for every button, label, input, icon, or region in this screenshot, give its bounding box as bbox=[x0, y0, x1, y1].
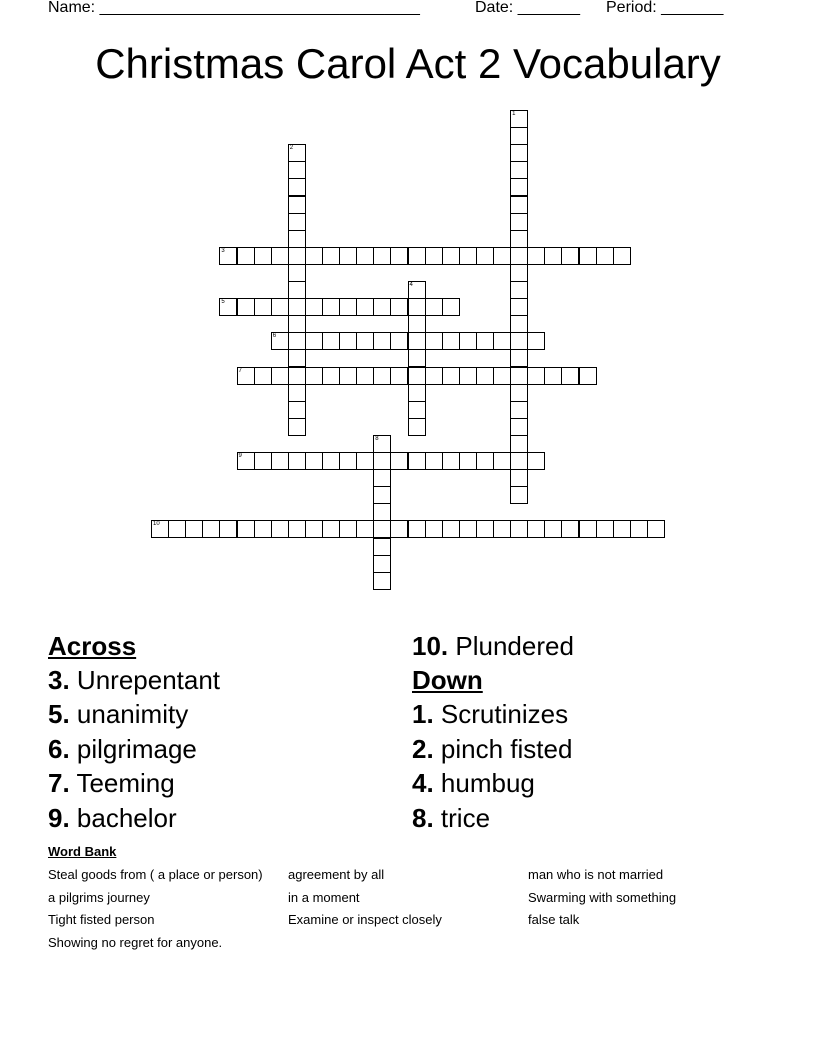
clue-number: 9. bbox=[48, 802, 70, 833]
crossword-cell[interactable] bbox=[254, 247, 272, 265]
crossword-cell[interactable] bbox=[408, 332, 426, 350]
crossword-cell[interactable] bbox=[408, 247, 426, 265]
crossword-cell[interactable] bbox=[322, 298, 340, 316]
crossword-cell[interactable] bbox=[527, 332, 545, 350]
crossword-cell[interactable] bbox=[442, 298, 460, 316]
crossword-cell[interactable] bbox=[373, 435, 391, 453]
crossword-cell[interactable] bbox=[288, 298, 306, 316]
crossword-cell[interactable] bbox=[185, 520, 203, 538]
crossword-cell[interactable] bbox=[476, 520, 494, 538]
cell-number: 7 bbox=[238, 367, 242, 374]
crossword-cell[interactable] bbox=[459, 247, 477, 265]
crossword-cell[interactable] bbox=[459, 332, 477, 350]
crossword-cell[interactable] bbox=[493, 247, 511, 265]
crossword-cell[interactable] bbox=[288, 384, 306, 402]
crossword-cell[interactable] bbox=[527, 520, 545, 538]
clue-down-1 bbox=[412, 697, 574, 731]
crossword-cell[interactable] bbox=[219, 247, 237, 265]
crossword-cell[interactable] bbox=[390, 332, 408, 350]
period-field: Period: _______ bbox=[606, 0, 724, 16]
crossword-cell[interactable] bbox=[425, 298, 443, 316]
clue-number: 10. bbox=[412, 631, 449, 661]
crossword-cell[interactable] bbox=[408, 349, 426, 367]
word-bank-item: agreement by all bbox=[288, 867, 385, 882]
word-bank-item: Showing no regret for anyone. bbox=[48, 935, 223, 950]
crossword-cell[interactable] bbox=[561, 367, 579, 385]
crossword-cell[interactable] bbox=[459, 367, 477, 385]
crossword-cell[interactable] bbox=[510, 264, 528, 282]
clue-number: 5. bbox=[48, 699, 70, 730]
clue-across-7 bbox=[48, 766, 220, 800]
crossword-cell[interactable] bbox=[305, 520, 323, 538]
clue-across-6 bbox=[48, 732, 220, 766]
crossword-cell[interactable] bbox=[390, 452, 408, 470]
crossword-cell[interactable] bbox=[339, 520, 357, 538]
crossword-cell[interactable] bbox=[510, 520, 528, 538]
cell-number: 10 bbox=[153, 521, 160, 528]
crossword-cell[interactable] bbox=[356, 298, 374, 316]
crossword-cell[interactable] bbox=[288, 178, 306, 196]
crossword-cell[interactable] bbox=[425, 332, 443, 350]
crossword-cell[interactable] bbox=[237, 367, 255, 385]
cell-number: 5 bbox=[221, 299, 225, 306]
crossword-cell[interactable] bbox=[271, 298, 289, 316]
crossword-cell[interactable] bbox=[408, 384, 426, 402]
date-field: Date: _______ bbox=[475, 0, 580, 16]
crossword-cell[interactable] bbox=[510, 213, 528, 231]
clue-number: 4. bbox=[412, 768, 434, 799]
crossword-cell[interactable] bbox=[373, 247, 391, 265]
cell-number: 3 bbox=[221, 247, 225, 254]
crossword-cell[interactable] bbox=[339, 247, 357, 265]
crossword-cell[interactable] bbox=[510, 110, 528, 128]
crossword-cell[interactable] bbox=[544, 247, 562, 265]
crossword-cell[interactable] bbox=[510, 367, 528, 385]
cell-number: 1 bbox=[512, 111, 516, 117]
word-bank-item: Tight fisted person bbox=[48, 912, 155, 927]
crossword-cell[interactable] bbox=[288, 281, 306, 299]
crossword-cell[interactable] bbox=[356, 332, 374, 350]
word-bank-item: Steal goods from ( a place or person) bbox=[48, 867, 263, 882]
crossword-cell[interactable] bbox=[237, 452, 255, 470]
crossword-cell[interactable] bbox=[237, 247, 255, 265]
crossword-cell[interactable] bbox=[459, 452, 477, 470]
crossword-cell[interactable] bbox=[288, 213, 306, 231]
crossword-cell[interactable] bbox=[510, 281, 528, 299]
clue-text: humbug bbox=[440, 768, 535, 799]
clue-number: 2. bbox=[412, 733, 434, 764]
clue-down-4 bbox=[412, 766, 574, 800]
crossword-cell[interactable] bbox=[305, 452, 323, 470]
crossword-cell[interactable] bbox=[510, 178, 528, 196]
clue-text: pilgrimage bbox=[76, 733, 197, 764]
crossword-cell[interactable] bbox=[408, 281, 426, 299]
clue-number: 6. bbox=[48, 733, 70, 764]
word-bank-item: a pilgrims journey bbox=[48, 890, 150, 905]
crossword-cell[interactable] bbox=[288, 349, 306, 367]
crossword-cell[interactable] bbox=[373, 572, 391, 590]
crossword-cell[interactable] bbox=[288, 264, 306, 282]
cell-number: 6 bbox=[272, 333, 277, 340]
crossword-cell[interactable] bbox=[254, 298, 272, 316]
crossword-cell[interactable] bbox=[596, 520, 614, 538]
crossword-cell[interactable] bbox=[493, 332, 511, 350]
crossword-cell[interactable] bbox=[408, 315, 426, 333]
crossword-cell[interactable] bbox=[408, 452, 426, 470]
crossword-cell[interactable] bbox=[527, 367, 545, 385]
crossword-cell[interactable] bbox=[510, 144, 528, 162]
crossword-cell[interactable] bbox=[390, 298, 408, 316]
crossword-cell[interactable] bbox=[322, 332, 340, 350]
crossword-cell[interactable] bbox=[288, 161, 306, 179]
crossword-cell[interactable] bbox=[254, 452, 272, 470]
word-bank-item: man who is not married bbox=[528, 867, 664, 882]
crossword-cell[interactable] bbox=[254, 367, 272, 385]
crossword-cell[interactable] bbox=[510, 469, 528, 487]
crossword-cell[interactable] bbox=[579, 367, 597, 385]
crossword-cell[interactable] bbox=[510, 127, 528, 145]
clue-across-9 bbox=[48, 801, 220, 835]
crossword-cell[interactable] bbox=[288, 520, 306, 538]
crossword-cell[interactable] bbox=[219, 520, 237, 538]
crossword-cell[interactable] bbox=[510, 315, 528, 333]
crossword-cell[interactable] bbox=[202, 520, 220, 538]
crossword-cell[interactable] bbox=[356, 452, 374, 470]
clue-down-8 bbox=[412, 801, 574, 835]
cell-number: 8 bbox=[375, 435, 379, 442]
clue-number: 3. bbox=[48, 665, 70, 695]
cell-number: 4 bbox=[409, 282, 413, 288]
clue-number: 7. bbox=[48, 768, 70, 799]
crossword-cell[interactable] bbox=[339, 298, 357, 316]
cell-number: 9 bbox=[238, 453, 242, 459]
word-bank-item: Examine or inspect closely bbox=[288, 912, 442, 927]
crossword-cell[interactable] bbox=[373, 538, 391, 556]
crossword-cell[interactable] bbox=[305, 367, 323, 385]
crossword-cell[interactable] bbox=[630, 520, 648, 538]
clue-text: Teeming bbox=[76, 768, 175, 799]
crossword-cell[interactable] bbox=[493, 367, 511, 385]
crossword-cell[interactable] bbox=[527, 452, 545, 470]
crossword-cell[interactable] bbox=[373, 520, 391, 538]
clue-text: Unrepentant bbox=[76, 665, 221, 695]
crossword-cell[interactable] bbox=[561, 247, 579, 265]
crossword-cell[interactable] bbox=[510, 384, 528, 402]
crossword-cell[interactable] bbox=[288, 367, 306, 385]
clues-right-column bbox=[412, 629, 574, 835]
crossword-cell[interactable] bbox=[510, 230, 528, 248]
crossword-cell[interactable] bbox=[390, 247, 408, 265]
crossword-cell[interactable] bbox=[510, 349, 528, 367]
clue-number: 1. bbox=[412, 699, 434, 730]
word-bank-title: Word Bank bbox=[48, 844, 117, 859]
crossword-cell[interactable] bbox=[390, 520, 408, 538]
crossword-cell[interactable] bbox=[493, 452, 511, 470]
crossword-cell[interactable] bbox=[476, 332, 494, 350]
clue-text: Plundered bbox=[455, 631, 574, 661]
crossword-cell[interactable] bbox=[527, 247, 545, 265]
crossword-cell[interactable] bbox=[271, 367, 289, 385]
clue-text: Scrutinizes bbox=[440, 699, 569, 730]
clues-left-column bbox=[48, 629, 220, 835]
crossword-cell[interactable] bbox=[305, 247, 323, 265]
clue-down-2 bbox=[412, 732, 574, 766]
crossword-cell[interactable] bbox=[510, 298, 528, 316]
crossword-cell[interactable] bbox=[288, 315, 306, 333]
crossword-cell[interactable] bbox=[356, 520, 374, 538]
crossword-cell[interactable] bbox=[425, 452, 443, 470]
clue-across-3 bbox=[48, 663, 220, 697]
cell-number: 2 bbox=[289, 145, 294, 152]
crossword-cell[interactable] bbox=[476, 367, 494, 385]
crossword-cell[interactable] bbox=[373, 367, 391, 385]
clue-text: trice bbox=[440, 802, 491, 833]
crossword-cell[interactable] bbox=[408, 401, 426, 419]
crossword-cell[interactable] bbox=[442, 367, 460, 385]
crossword-cell[interactable] bbox=[510, 247, 528, 265]
crossword-cell[interactable] bbox=[373, 503, 391, 521]
crossword-cell[interactable] bbox=[425, 520, 443, 538]
crossword-cell[interactable] bbox=[305, 298, 323, 316]
clue-across-5 bbox=[48, 697, 220, 731]
crossword-cell[interactable] bbox=[373, 298, 391, 316]
crossword-cell[interactable] bbox=[647, 520, 665, 538]
across-heading: Across bbox=[48, 631, 137, 661]
crossword-cell[interactable] bbox=[237, 520, 255, 538]
crossword-cell[interactable] bbox=[510, 161, 528, 179]
crossword-cell[interactable] bbox=[373, 452, 391, 470]
crossword-cell[interactable] bbox=[579, 247, 597, 265]
crossword-cell[interactable] bbox=[510, 418, 528, 436]
crossword-cell[interactable] bbox=[356, 367, 374, 385]
crossword-cell[interactable] bbox=[510, 486, 528, 504]
crossword-cell[interactable] bbox=[373, 486, 391, 504]
crossword-cell[interactable] bbox=[288, 401, 306, 419]
crossword-cell[interactable] bbox=[510, 332, 528, 350]
word-bank-item: in a moment bbox=[288, 890, 360, 905]
crossword-cell[interactable] bbox=[288, 452, 306, 470]
crossword-cell[interactable] bbox=[544, 520, 562, 538]
crossword-cell[interactable] bbox=[442, 247, 460, 265]
crossword-cell[interactable] bbox=[288, 332, 306, 350]
crossword-cell[interactable] bbox=[339, 332, 357, 350]
crossword-cell[interactable] bbox=[271, 452, 289, 470]
crossword-cell[interactable] bbox=[288, 144, 306, 162]
crossword-cell[interactable] bbox=[219, 298, 237, 316]
down-heading: Down bbox=[412, 665, 483, 696]
crossword-cell[interactable] bbox=[373, 555, 391, 573]
crossword-cell[interactable] bbox=[510, 452, 528, 470]
crossword-cell[interactable] bbox=[288, 196, 306, 214]
page-title: Christmas Carol Act 2 Vocabulary bbox=[95, 40, 721, 87]
crossword-cell[interactable] bbox=[271, 247, 289, 265]
crossword-cell[interactable] bbox=[510, 435, 528, 453]
crossword-cell[interactable] bbox=[442, 452, 460, 470]
crossword-cell[interactable] bbox=[510, 401, 528, 419]
crossword-cell[interactable] bbox=[544, 367, 562, 385]
crossword-cell[interactable] bbox=[271, 332, 289, 350]
clue-text: pinch fisted bbox=[440, 733, 573, 764]
crossword-cell[interactable] bbox=[151, 520, 169, 538]
clue-number: 8. bbox=[412, 802, 434, 833]
crossword-cell[interactable] bbox=[373, 332, 391, 350]
crossword-cell[interactable] bbox=[288, 418, 306, 436]
crossword-cell[interactable] bbox=[390, 367, 408, 385]
crossword-cell[interactable] bbox=[322, 520, 340, 538]
clue-text: bachelor bbox=[76, 802, 177, 833]
crossword-cell[interactable] bbox=[322, 367, 340, 385]
crossword-cell[interactable] bbox=[579, 520, 597, 538]
word-bank-item: Swarming with something bbox=[528, 890, 677, 905]
crossword-cell[interactable] bbox=[476, 247, 494, 265]
crossword-cell[interactable] bbox=[442, 520, 460, 538]
crossword-cell[interactable] bbox=[442, 332, 460, 350]
clue-across-10 bbox=[412, 629, 574, 663]
crossword-cell[interactable] bbox=[613, 520, 631, 538]
crossword-cell[interactable] bbox=[596, 247, 614, 265]
crossword-cell[interactable] bbox=[339, 452, 357, 470]
crossword-cell[interactable] bbox=[288, 247, 306, 265]
crossword-cell[interactable] bbox=[288, 230, 306, 248]
crossword-cell[interactable] bbox=[305, 332, 323, 350]
crossword-cell[interactable] bbox=[322, 247, 340, 265]
crossword-cell[interactable] bbox=[561, 520, 579, 538]
crossword-cell[interactable] bbox=[425, 247, 443, 265]
crossword-cell[interactable] bbox=[408, 367, 426, 385]
crossword-cell[interactable] bbox=[493, 520, 511, 538]
crossword-cell[interactable] bbox=[408, 418, 426, 436]
crossword-cell[interactable] bbox=[425, 367, 443, 385]
crossword-cell[interactable] bbox=[356, 247, 374, 265]
crossword-cell[interactable] bbox=[271, 520, 289, 538]
crossword-cell[interactable] bbox=[408, 298, 426, 316]
crossword-cell[interactable] bbox=[459, 520, 477, 538]
crossword-cell[interactable] bbox=[613, 247, 631, 265]
crossword-cell[interactable] bbox=[339, 367, 357, 385]
crossword-cell[interactable] bbox=[254, 520, 272, 538]
crossword-cell[interactable] bbox=[476, 452, 494, 470]
crossword-cell[interactable] bbox=[510, 196, 528, 214]
crossword-cell[interactable] bbox=[408, 520, 426, 538]
crossword-cell[interactable] bbox=[168, 520, 186, 538]
clue-text: unanimity bbox=[76, 699, 189, 730]
crossword-cell[interactable] bbox=[373, 469, 391, 487]
crossword-cell[interactable] bbox=[322, 452, 340, 470]
word-bank-item: false talk bbox=[528, 912, 580, 927]
name-field: Name: ____________________________________ bbox=[48, 0, 420, 16]
crossword-cell[interactable] bbox=[237, 298, 255, 316]
